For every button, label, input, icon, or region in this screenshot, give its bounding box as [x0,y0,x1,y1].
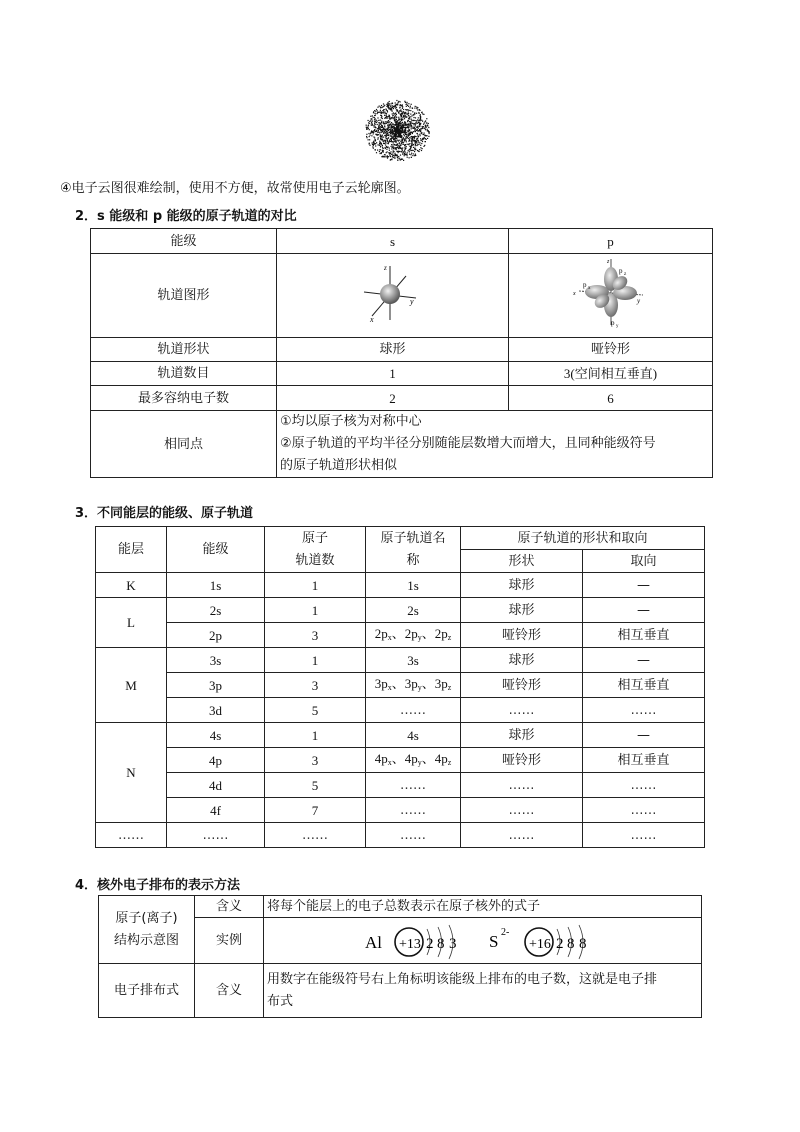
name-sub: y [417,682,422,692]
cell-name [366,623,461,648]
s-p-orbital-table [90,228,713,478]
cell-num: 5 [265,698,366,723]
row-shape-figure-label: 轨道图形 [91,254,277,338]
cell-shape: 球形 [461,723,583,748]
p-shape: 哑铃形 [509,338,713,362]
section-4-title: 4．核外电子排布的表示方法 [75,878,241,893]
cell-level: 3p [167,673,265,698]
cell-num: 5 [265,773,366,798]
cell-num: 3 [265,673,366,698]
cell-dir: 相互垂直 [583,748,705,773]
th-orbital-name-a: 原子轨道名 [380,530,446,546]
meaning-label-2: 含义 [195,964,264,1018]
p-axis-x-label: x [572,291,576,297]
al-symbol: Al [365,932,382,952]
p-orbital-figure-cell [509,254,713,338]
cell-num: 3 [265,623,366,648]
cell-shape: …… [461,798,583,823]
al-nucleus: +13 [399,936,421,952]
layer-etc: …… [96,823,167,848]
table-row [96,723,705,748]
name-part: 、2p [421,625,448,641]
header-s: s [277,229,509,254]
cell-dir: 相互垂直 [583,623,705,648]
name-part: 3p [374,675,388,691]
row-max-label: 最多容纳电子数 [91,386,277,411]
cell-name [366,748,461,773]
s-charge: 2- [501,926,510,938]
al-shell-2: 8 [437,935,445,952]
cell-dir: — [583,598,705,623]
cell-num: 3 [265,748,366,773]
cell-num: 1 [265,598,366,623]
al-shell-1: 2 [426,935,434,952]
electron-arrangement-table [98,895,702,1018]
th-orbital-name [366,527,461,573]
th-orbital-name-b: 称 [406,552,420,568]
cell-name: …… [366,698,461,723]
th-orbital-count-a: 原子 [301,530,328,546]
th-level: 能级 [167,527,265,573]
name-sub: y [417,632,422,642]
th-shape-direction: 原子轨道的形状和取向 [461,527,705,550]
row-same-label: 相同点 [91,411,277,478]
cell-name: 3s [366,648,461,673]
cell-dir: …… [583,798,705,823]
same-points [277,411,713,478]
structure-label-b: 结构示意图 [113,932,179,948]
header-p: p [509,229,713,254]
cell-shape: …… [461,698,583,723]
cell-dir: …… [583,823,705,848]
table-row [96,698,705,723]
row-shape-label: 轨道形状 [91,338,277,362]
th-orbital-count [265,527,366,573]
table-row [96,673,705,698]
name-sub: y [417,757,422,767]
s-orbital-figure-cell [277,254,509,338]
s-symbol: S [489,931,499,951]
cell-name: 1s [366,573,461,598]
table-row [96,623,705,648]
s-shell-1: 2 [556,935,564,952]
meaning-2-line-1: 用数字在能级符号右上角标明该能级上排布的电子数，这就是电子排 [267,971,658,987]
cell-level: 4s [167,723,265,748]
cell-name: …… [366,798,461,823]
cell-num: 1 [265,573,366,598]
cell-shape: 哑铃形 [461,623,583,648]
meaning-2-line-2: 布式 [267,993,294,1009]
th-layer: 能层 [96,527,167,573]
config-label: 电子排布式 [99,964,195,1018]
px-label: p [582,281,586,289]
name-part: 、4p [391,750,418,766]
table-row [96,798,705,823]
name-part: 、4p [421,750,448,766]
layer-n: N [96,723,167,823]
p-max: 6 [509,386,713,411]
cell-name: …… [366,773,461,798]
table-row [96,748,705,773]
py-label: p [610,319,614,327]
s-shell-3: 8 [579,935,587,952]
same-point-3: 的原子轨道形状相似 [280,458,398,473]
structure-label-a: 原子(离子) [115,910,178,926]
cell-dir: …… [583,773,705,798]
name-part: 、3p [421,675,448,691]
cell-name: …… [366,823,461,848]
table-row [96,823,705,848]
layer-m: M [96,648,167,723]
name-part: 、2p [391,625,418,641]
s-shell-2: 8 [567,935,575,952]
cell-level: 3d [167,698,265,723]
cell-num: 7 [265,798,366,823]
cell-num: …… [265,823,366,848]
row-count-label: 轨道数目 [91,362,277,386]
same-point-2: ②原子轨道的平均半径分别随能层数增大而增大，且同种能级符号 [280,436,656,451]
name-sub: x [387,757,392,767]
th-shape: 形状 [461,550,583,573]
cell-shape: 哑铃形 [461,673,583,698]
cell-dir: — [583,573,705,598]
table-row [96,648,705,673]
p-count: 3(空间相互垂直) [509,362,713,386]
cell-shape: 球形 [461,648,583,673]
cell-shape: 球形 [461,573,583,598]
al-shell-3: 3 [449,935,457,952]
cell-dir: — [583,648,705,673]
cell-num: 1 [265,723,366,748]
cell-level: 4f [167,798,265,823]
py-sub: y [615,324,618,329]
meaning-label-1: 含义 [195,896,264,918]
pz-sub: z [623,272,626,277]
cell-dir: …… [583,698,705,723]
table-row [96,773,705,798]
s-count: 1 [277,362,509,386]
axis-y-label: y [409,297,414,306]
p-axis-z-label: z [606,259,609,265]
s-nucleus: +16 [529,936,551,952]
cell-name: 4s [366,723,461,748]
cell-level: 3s [167,648,265,673]
axis-z-label: z [383,264,387,272]
p-axis-y-label: y [636,297,640,305]
note-4: ④电子云图很难绘制，使用不方便，故常使用电子云轮廓图。 [60,181,410,196]
s-max: 2 [277,386,509,411]
name-sub: z [447,682,452,692]
s-shape: 球形 [277,338,509,362]
layer-l: L [96,598,167,648]
th-orbital-count-b: 轨道数 [295,552,335,568]
section-3-title: 3．不同能层的能级、原子轨道 [75,506,254,521]
structure-diagram-label [99,896,195,964]
cell-level: 2p [167,623,265,648]
pz-label: p [618,267,622,275]
cell-shape: 哑铃形 [461,748,583,773]
cell-shape: …… [461,823,583,848]
table-row [96,598,705,623]
energy-level-table [95,526,705,848]
cell-level: 4p [167,748,265,773]
name-part: 4p [374,750,388,766]
section-2-title: 2．s 能级和 p 能级的原子轨道的对比 [75,209,297,224]
atomic-structure-diagrams [363,921,663,961]
name-sub: x [387,682,392,692]
cell-dir: 相互垂直 [583,673,705,698]
table-row [96,573,705,598]
name-sub: x [387,632,392,642]
header-level: 能级 [91,229,277,254]
name-sub: z [447,632,452,642]
cell-level: 1s [167,573,265,598]
meaning-text-1: 将每个能层上的电子总数表示在原子核外的式子 [264,896,702,918]
cell-level: 4d [167,773,265,798]
cell-name: 2s [366,598,461,623]
px-sub: x [587,286,590,291]
s-orbital-figure [358,258,428,328]
p-orbital-figure [571,255,651,331]
th-direction: 取向 [583,550,705,573]
same-point-1: ①均以原子核为对称中心 [280,414,422,429]
name-sub: z [447,757,452,767]
cell-name [366,673,461,698]
layer-k: K [96,573,167,598]
cell-level: …… [167,823,265,848]
cell-level: 2s [167,598,265,623]
cell-num: 1 [265,648,366,673]
axis-x-label: x [369,315,374,324]
example-label: 实例 [195,918,264,964]
cell-dir: — [583,723,705,748]
example-diagrams [264,918,702,964]
cell-shape: 球形 [461,598,583,623]
cell-shape: …… [461,773,583,798]
meaning-text-2 [264,964,702,1018]
electron-cloud-image [362,96,432,164]
name-part: 、3p [391,675,418,691]
name-part: 2p [374,625,388,641]
